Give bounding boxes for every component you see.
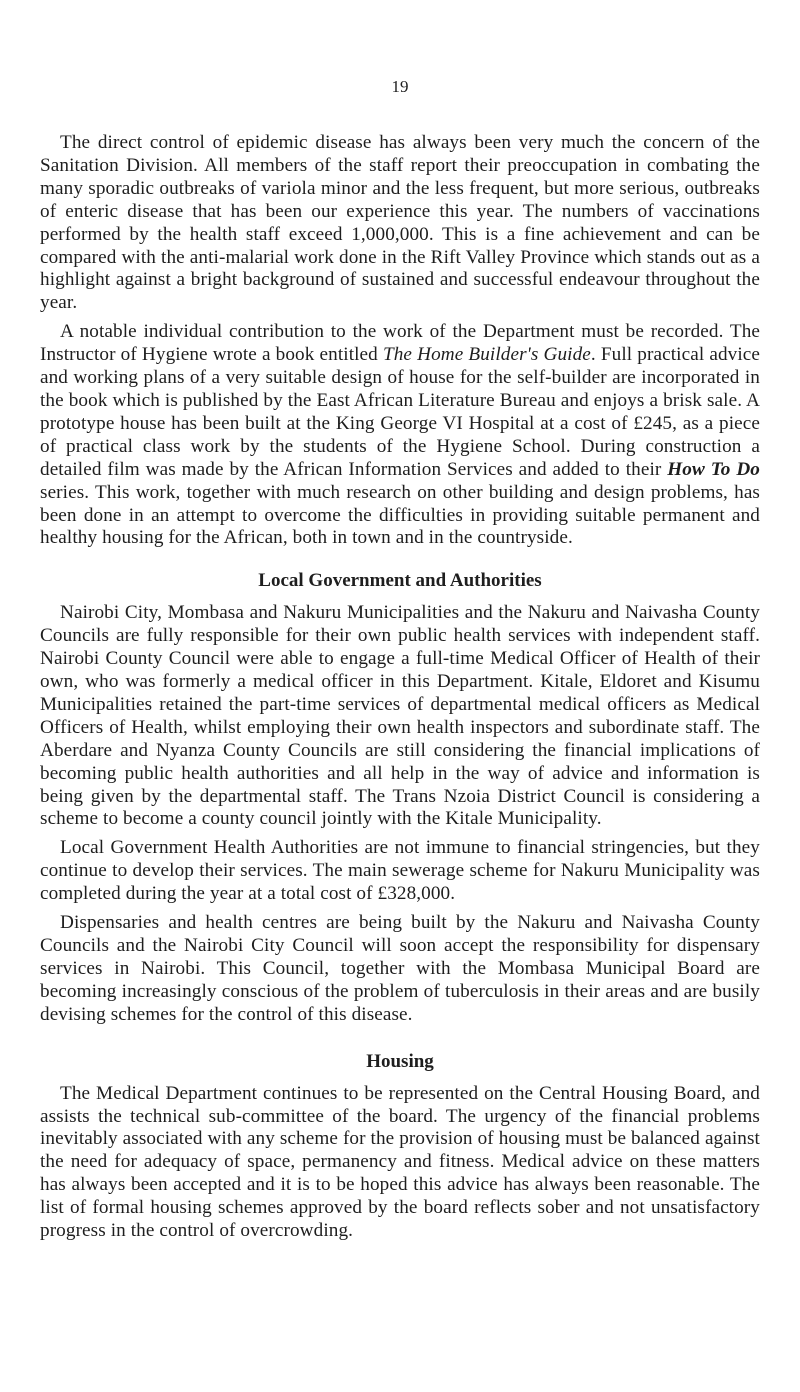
paragraph-text: series. This work, together with much research on other building and design problems, has been done in an attempt to overcome the difficulties in providing suitable permanent and healthy housing for the African, both in town and in the countryside. (40, 481, 760, 549)
paragraph-financial-stringencies: Local Government Health Authorities are not immune to financial stringencies, but they continue to develop their services. The main sewerage scheme for Nakuru Municipality was completed during the year at a total cost of £328,000. (40, 837, 760, 905)
paragraph-dispensaries: Dispensaries and health centres are being built by the Nakuru and Naivasha County Councils and the Nairobi City Council will soon accept the responsibility for dispensary services in Nairobi. This Council, together with the Mombasa Municipal Board are becoming increasingly conscious of the problem of tuberculosis in their areas and are busily devising schemes for the control of this disease. (40, 912, 760, 1025)
paragraph-text: . Full practical advice and working plans of a very suitable design of house for the self-builder are incorporated in the book which is published by the East African Literature Bureau and enjoys a brisk sale. A prototype house has been built at the King George VI Hospital at a cost of £245, as a piece of practical class work by the students of the Hygiene School. During construction a detailed film was made by the African Information Services and added to their (40, 344, 760, 480)
paragraph-text: A notable individual contribution to the work of the Department must be recorded. The Instructor of Hygiene wrote a book entitled (40, 321, 760, 366)
section-heading-housing: Housing (366, 1050, 434, 1072)
page-number: 19 (391, 77, 409, 96)
paragraph-epidemic-control: The direct control of epidemic disease has always been very much the concern of the Sanitation Division. All members of the staff report their preoccupation in combating the many sporadic outbreaks of variola minor and the less frequent, but more serious, outbreaks of enteric disease that has been our experience this year. The numbers of vaccinations performed by the health staff exceed 1,000,000. This is a fine achievement and can be compared with the anti-malarial work done in the Rift Valley Province which stands out as a highlight against a bright background of sustained and successful endeavour throughout the year. (40, 132, 760, 314)
page-content (40, 132, 760, 1243)
book-title: The Home Builder's Guide (382, 344, 591, 366)
paragraph-housing-board: The Medical Department continues to be represented on the Central Housing Board, and assists the technical sub-committee of the board. The urgency of the financial problems inevitably associated with any scheme for the provision of housing must be balanced against the need for adequacy of space, permanency and fitness. Medical advice on these matters has always been accepted and it is to be hoped this advice has always been reasonable. The list of formal housing schemes approved by the board reflects sober and not unsatisfactory progress in the control of overcrowding. (40, 1082, 760, 1242)
paragraph-home-builders-guide (40, 321, 760, 550)
paragraph-municipalities: Nairobi City, Mombasa and Nakuru Municipalities and the Nakuru and Naivasha County Councils are fully responsible for their own public health services with independent staff. Nairobi County Council were able to engage a full-time Medical Officer of Health of their own, who was formerly a medical officer in this Department. Kitale, Eldoret and Kisumu Municipalities retained the part-time services of departmental medical officers as Medical Officers of Health, whilst employing their own health inspectors and subordinate staff. The Aberdare and Nyanza County Councils are still considering the financial implications of becoming public health authorities and all help in the way of advice and information is being given by the departmental staff. The Trans Nzoia District Council is considering a scheme to become a county council jointly with the Kitale Municipality. (40, 602, 760, 830)
series-title: How To Do (667, 458, 760, 480)
section-heading-local-government: Local Government and Authorities (258, 570, 542, 592)
